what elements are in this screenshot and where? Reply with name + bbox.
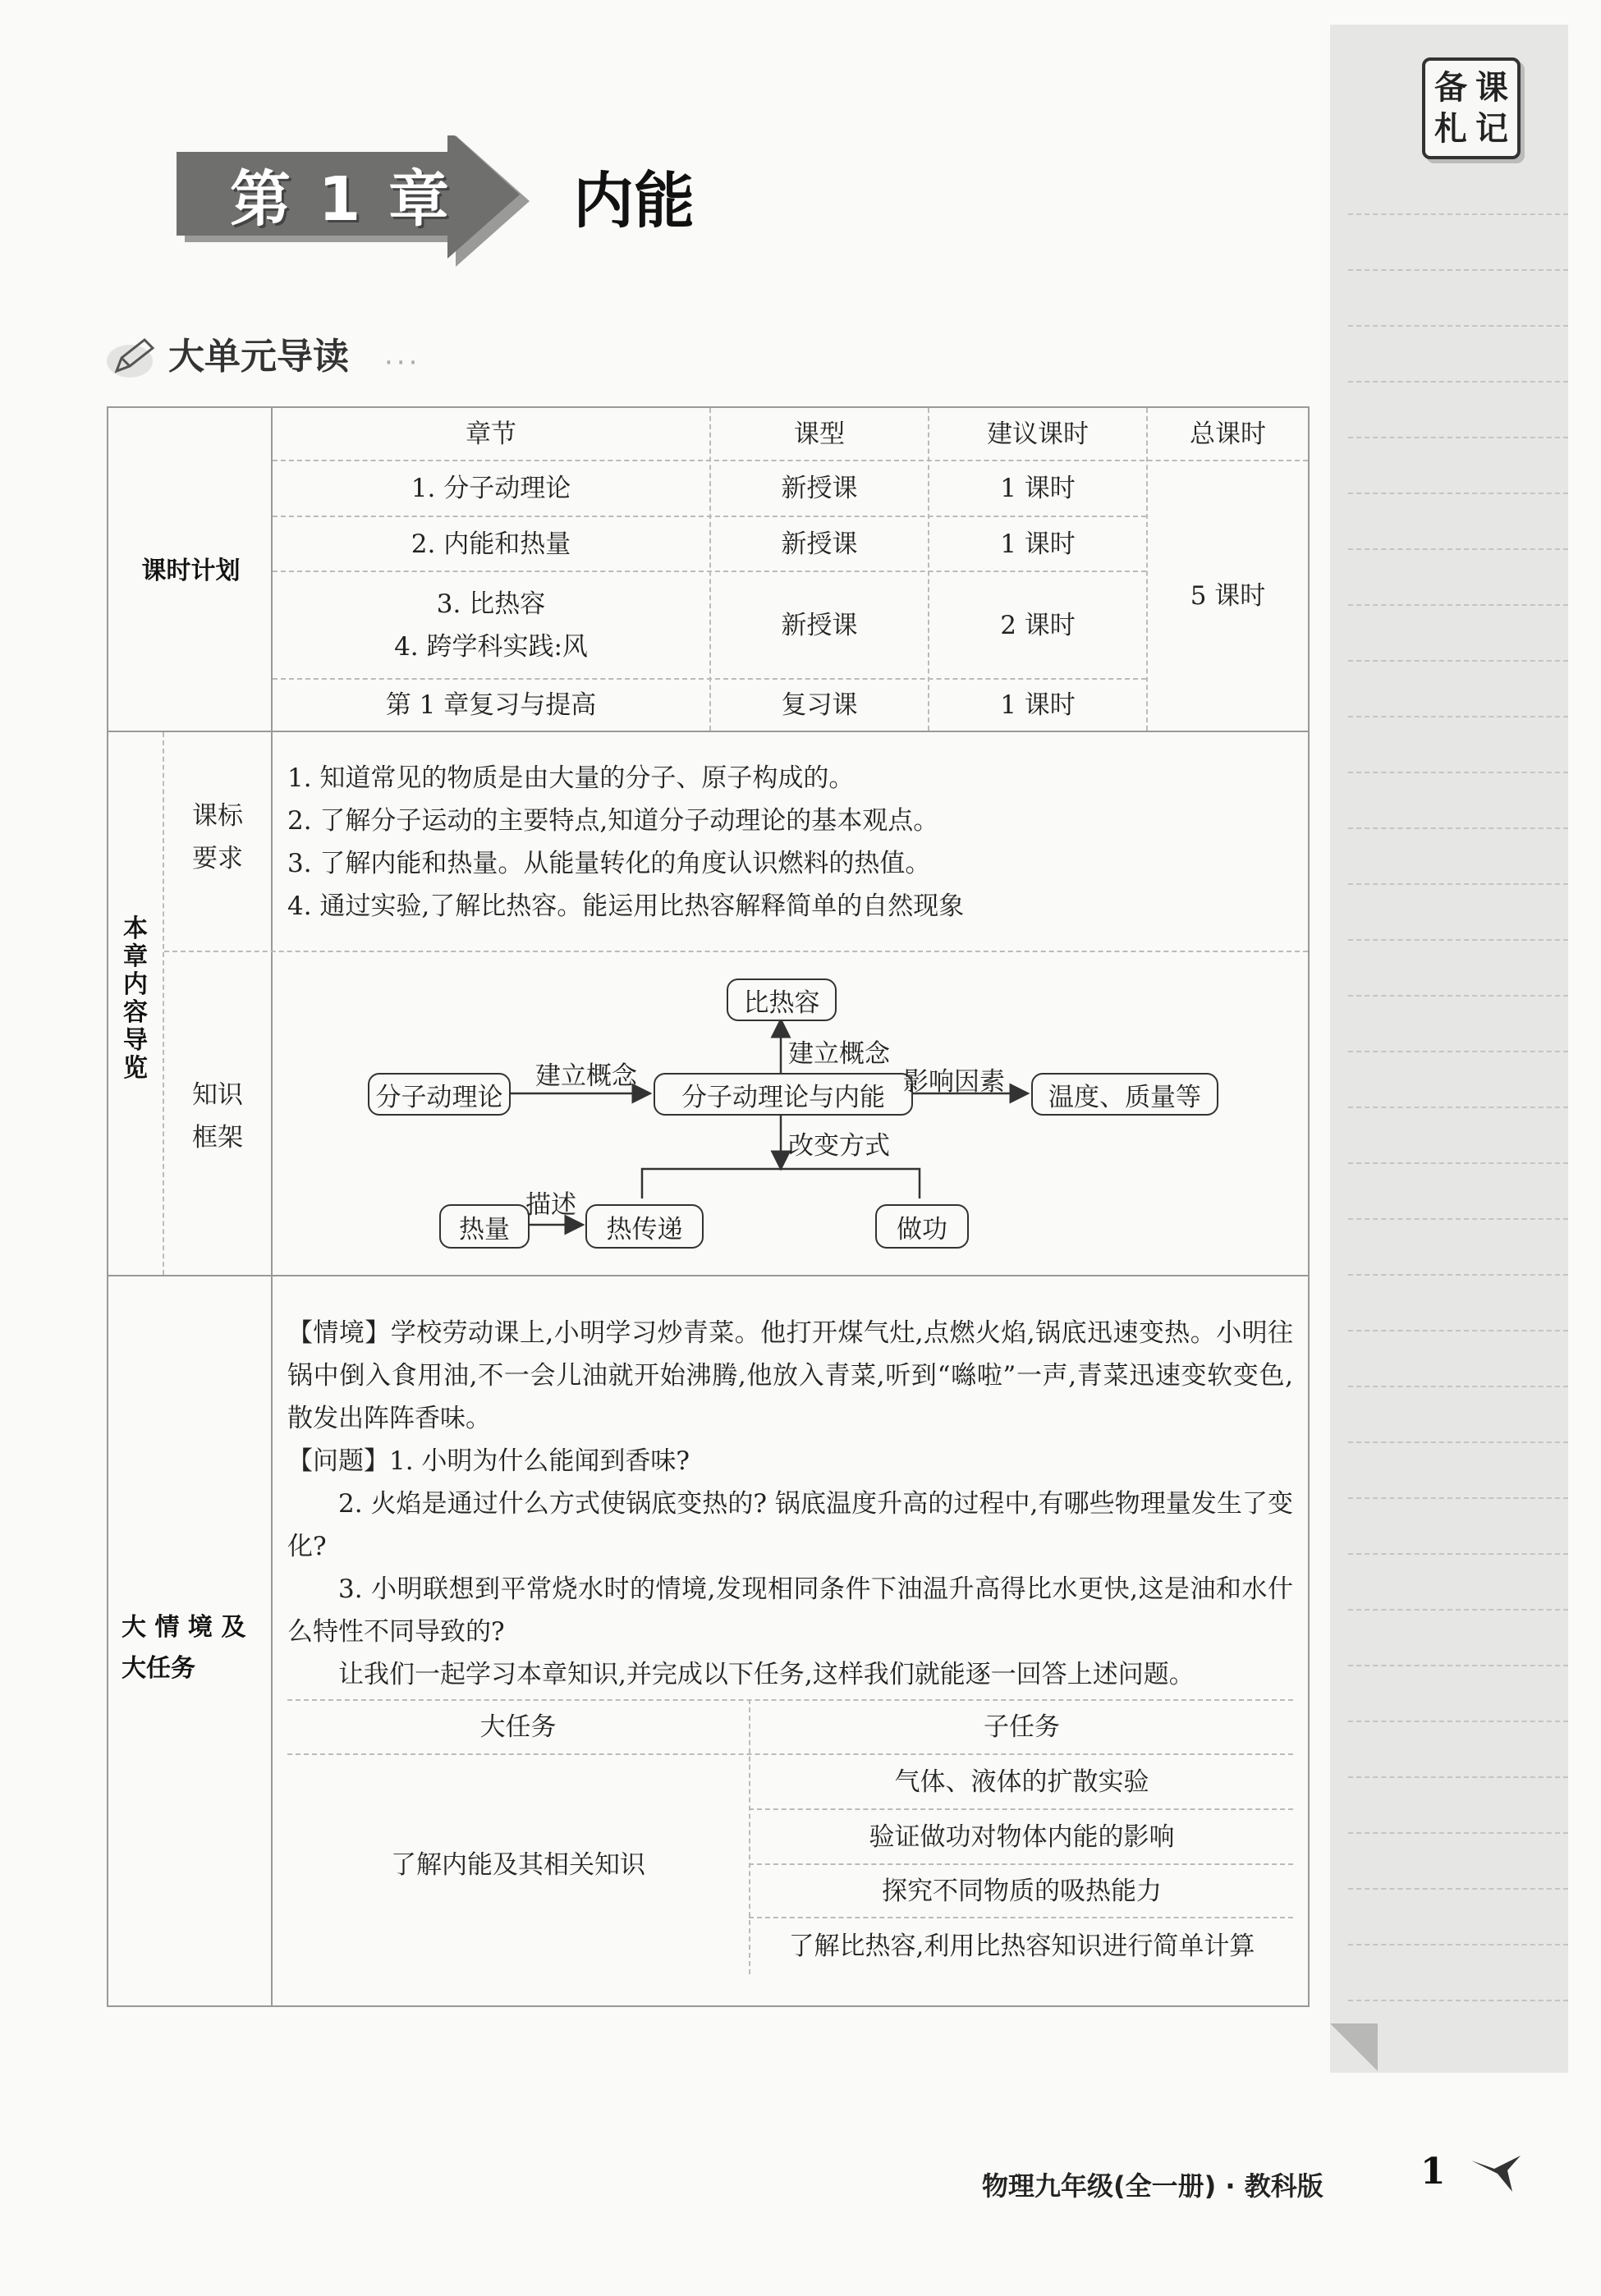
task-header-sub: 子任务 bbox=[984, 1712, 1060, 1742]
question-3: 3. 小明联想到平常烧水时的情境,发现相同条件下油温升高得比水更快,这是油和水什么特性不同导致的? bbox=[287, 1574, 1293, 1647]
question-2: 2. 火焰是通过什么方式使锅底变热的? 锅底温度升高的过程中,有哪些物理量发生了变化? bbox=[287, 1489, 1293, 1561]
subtask: 验证做功对物体内能的影响 bbox=[869, 1822, 1175, 1852]
question-1-text: 1. 小明为什么能闻到香味? bbox=[389, 1446, 690, 1476]
notes-badge bbox=[1422, 57, 1521, 159]
chapter-title: 内能 bbox=[573, 166, 695, 236]
standard-item: 2. 了解分子运动的主要特点,知道分子动理论的基本观点。 bbox=[287, 806, 939, 836]
plan-row-hours: 2 课时 bbox=[1000, 610, 1076, 640]
notes-rule-line bbox=[1348, 213, 1568, 215]
notes-rule-line bbox=[1348, 1553, 1568, 1555]
subtask: 了解比热容,利用比热容知识进行简单计算 bbox=[788, 1932, 1255, 1961]
main-task: 了解内能及其相关知识 bbox=[391, 1849, 645, 1880]
notes-rule-line bbox=[1348, 2000, 1568, 2001]
notes-rule-line bbox=[1348, 1162, 1568, 1164]
notes-rule-line bbox=[1348, 995, 1568, 997]
notes-rule-line bbox=[1348, 716, 1568, 717]
notes-rule-line bbox=[1348, 827, 1568, 829]
notes-rule-line bbox=[1348, 1665, 1568, 1666]
node-molecular-theory: 分子动理论 bbox=[368, 1073, 511, 1116]
notes-badge-char: 课 bbox=[1475, 69, 1508, 107]
notes-rule-line bbox=[1348, 1107, 1568, 1108]
notes-rule-line bbox=[1348, 1051, 1568, 1052]
notes-column bbox=[1330, 25, 1568, 2073]
node-work: 做功 bbox=[875, 1204, 969, 1249]
notes-badge-char: 札 bbox=[1434, 110, 1467, 148]
plan-row-section-line: 4. 跨学科实践:风 bbox=[394, 631, 588, 662]
edge-change-method: 改变方式 bbox=[788, 1131, 890, 1161]
section-dots: ··· bbox=[384, 346, 421, 379]
notes-badge-char: 备 bbox=[1434, 69, 1467, 107]
plan-row-type: 新授课 bbox=[781, 474, 858, 503]
notes-rule-line bbox=[1348, 437, 1568, 438]
standard-item: 3. 了解内能和热量。从能量转化的角度认识燃料的热值。 bbox=[287, 849, 931, 878]
notes-rule-line bbox=[1348, 548, 1568, 550]
plan-row-hours: 1 课时 bbox=[1000, 474, 1076, 503]
plan-row-hours: 1 课时 bbox=[1000, 529, 1076, 559]
edge-build-concept: 建立概念 bbox=[788, 1039, 890, 1069]
task-side-label bbox=[122, 1607, 265, 1689]
plan-row-section-line: 3. 比热容 bbox=[436, 589, 546, 619]
plan-header-type: 课型 bbox=[794, 419, 845, 449]
pencil-icon bbox=[105, 335, 163, 381]
plan-row-type: 新授课 bbox=[781, 610, 858, 640]
framework-label bbox=[164, 1067, 271, 1166]
notes-badge-char: 记 bbox=[1475, 110, 1508, 148]
notes-rule-line bbox=[1348, 1386, 1568, 1387]
edge-influence: 影响因素 bbox=[903, 1067, 1005, 1097]
plan-side-label: 课时计划 bbox=[141, 557, 241, 585]
plan-row-type: 新授课 bbox=[781, 529, 858, 559]
overview-side-label bbox=[119, 915, 152, 1083]
node-theory-and-energy: 分子动理论与内能 bbox=[654, 1073, 913, 1116]
notes-rule-line bbox=[1348, 1609, 1568, 1611]
edge-build-concept: 建立概念 bbox=[535, 1061, 637, 1091]
section-title: 大单元导读 bbox=[168, 336, 349, 378]
plan-row-section: 1. 分子动理论 bbox=[411, 474, 571, 503]
notes-rule-line bbox=[1348, 493, 1568, 494]
task-intro: 让我们一起学习本章知识,并完成以下任务,这样我们就能逐一回答上述问题。 bbox=[338, 1660, 1195, 1689]
page-number: 1 bbox=[1420, 2151, 1446, 2193]
plan-header-total: 总课时 bbox=[1190, 419, 1266, 449]
standard-item: 4. 通过实验,了解比热容。能运用比热容解释简单的自然现象 bbox=[287, 891, 965, 921]
node-heat-transfer: 热传递 bbox=[585, 1204, 704, 1249]
scenario-tag: 【情境】 bbox=[287, 1318, 391, 1348]
plan-row-section: 第 1 章复习与提高 bbox=[385, 690, 597, 720]
scenario-text: 学校劳动课上,小明学习炒青菜。他打开煤气灶,点燃火焰,锅底迅速变热。小明往锅中倒入食用油,不一会儿油就开始沸腾,他放入青菜,听到“噝啦”一声,青菜迅速变软变色,散发出阵阵香味。 bbox=[287, 1318, 1294, 1433]
notes-rule-line bbox=[1348, 1888, 1568, 1890]
overview-side-char: 览 bbox=[123, 1054, 148, 1083]
table-divider bbox=[108, 731, 1308, 732]
notes-rule-line bbox=[1348, 939, 1568, 941]
standards-label-line: 课标 bbox=[192, 801, 243, 831]
plan-row-section bbox=[273, 572, 709, 678]
notes-rule-line bbox=[1348, 772, 1568, 773]
node-heat: 热量 bbox=[439, 1204, 530, 1249]
bird-icon bbox=[1470, 2152, 1527, 2195]
plan-total: 5 课时 bbox=[1190, 581, 1266, 611]
plan-header-section: 章节 bbox=[466, 419, 516, 449]
notes-rule-line bbox=[1348, 1274, 1568, 1276]
node-temp-mass: 温度、质量等 bbox=[1031, 1073, 1218, 1116]
notes-rule-line bbox=[1348, 381, 1568, 383]
overview-side-char: 内 bbox=[123, 970, 148, 999]
standards-label-line: 要求 bbox=[192, 844, 243, 873]
standard-item: 1. 知道常见的物质是由大量的分子、原子构成的。 bbox=[287, 763, 855, 793]
notes-rule-line bbox=[1348, 1721, 1568, 1722]
overview-side-char: 容 bbox=[123, 998, 148, 1027]
framework-label-line: 知识 bbox=[192, 1080, 243, 1110]
branch-connector bbox=[642, 1169, 920, 1198]
notes-rule-line bbox=[1348, 883, 1568, 885]
subtask: 气体、液体的扩散实验 bbox=[894, 1767, 1149, 1797]
page-corner-fold bbox=[1330, 2023, 1378, 2071]
plan-row-type: 复习课 bbox=[781, 690, 858, 720]
book-title: 物理九年级(全一册) · 教科版 bbox=[982, 2170, 1323, 2202]
standards-label bbox=[164, 788, 271, 887]
overview-side-char: 导 bbox=[123, 1026, 148, 1055]
subtask: 探究不同物质的吸热能力 bbox=[882, 1876, 1162, 1906]
plan-row-section: 2. 内能和热量 bbox=[411, 529, 571, 559]
overview-side-char: 本 bbox=[123, 914, 148, 943]
scenario-paragraph bbox=[287, 1312, 1293, 1440]
notes-rule-line bbox=[1348, 1832, 1568, 1834]
question-tag: 【问题】 bbox=[287, 1446, 389, 1476]
plan-row-hours: 1 课时 bbox=[1000, 690, 1076, 720]
task-header-main: 大任务 bbox=[479, 1712, 557, 1742]
overview-side-char: 章 bbox=[123, 942, 148, 971]
plan-header-hours: 建议课时 bbox=[987, 419, 1089, 449]
notes-rule-line bbox=[1348, 325, 1568, 327]
notes-rule-line bbox=[1348, 1776, 1568, 1778]
framework-label-line: 框架 bbox=[192, 1123, 243, 1153]
node-specific-heat: 比热容 bbox=[727, 978, 837, 1021]
edge-describe: 描述 bbox=[525, 1190, 576, 1220]
table-divider bbox=[164, 951, 1308, 952]
task-side-line: 大 情 境 及 bbox=[122, 1613, 246, 1642]
notes-rule-line bbox=[1348, 1218, 1568, 1220]
notes-rule-line bbox=[1348, 604, 1568, 606]
notes-rule-line bbox=[1348, 660, 1568, 662]
chapter-number: 第 1 章 bbox=[230, 164, 453, 235]
notes-rule-line bbox=[1348, 1441, 1568, 1443]
question-1 bbox=[287, 1440, 1293, 1483]
task-side-line: 大任务 bbox=[122, 1654, 195, 1683]
notes-rule-line bbox=[1348, 269, 1568, 271]
notes-rule-line bbox=[1348, 1497, 1568, 1499]
notes-rule-line bbox=[1348, 1330, 1568, 1331]
notes-rule-line bbox=[1348, 1944, 1568, 1945]
table-divider bbox=[108, 1275, 1308, 1276]
